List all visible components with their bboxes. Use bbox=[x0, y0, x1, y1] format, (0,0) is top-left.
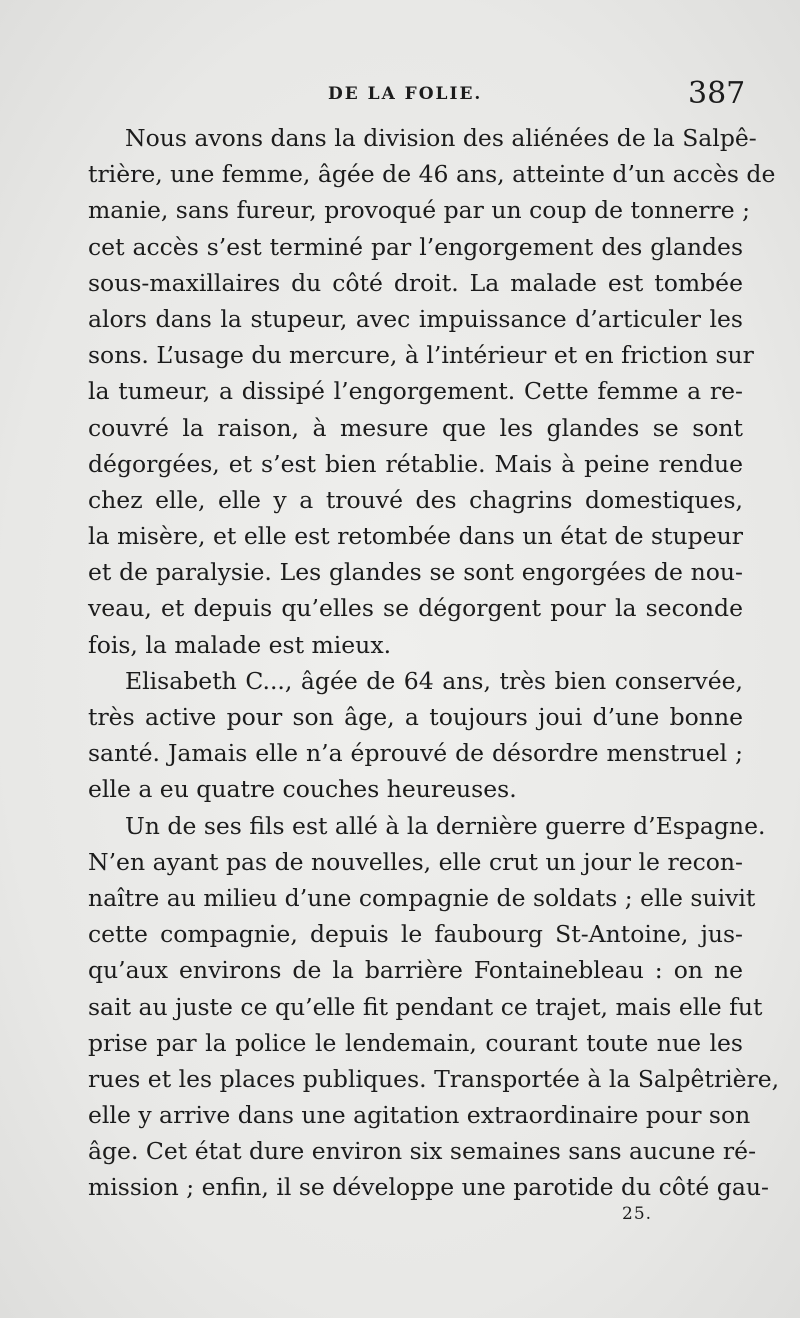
text-line: prise par la police le lendemain, courant toute nue les bbox=[88, 1028, 743, 1057]
text-line: Un de ses fils est allé à la dernière guerre d’Espagne. bbox=[125, 811, 766, 840]
text-line: elle a eu quatre couches heureuses. bbox=[88, 775, 517, 804]
text-line: fois, la malade est mieux. bbox=[88, 630, 392, 659]
text-line: couvré la raison, à mesure que les glandes se sont bbox=[88, 413, 743, 442]
text-line: trière, une femme, âgée de 46 ans, atteinte d’un accès de bbox=[88, 160, 776, 189]
text-line: veau, et depuis qu’elles se dégorgent pour la seconde bbox=[88, 594, 743, 623]
text-line: rues et les places publiques. Transportée à la Salpêtrière, bbox=[88, 1064, 780, 1093]
text-line: alors dans la stupeur, avec impuissance d’articuler les bbox=[88, 304, 743, 333]
text-line: la misère, et elle est retombée dans un état de stupeur bbox=[88, 522, 743, 551]
text-line: âge. Cet état dure environ six semaines sans aucune ré- bbox=[88, 1137, 757, 1166]
running-head bbox=[0, 76, 800, 111]
text-line: la tumeur, a dissipé l’engorgement. Cette femme a re- bbox=[88, 377, 743, 406]
text-line: chez elle, elle y a trouvé des chagrins domestiques, bbox=[88, 485, 743, 514]
text-line: elle y arrive dans une agitation extraordinaire pour son bbox=[88, 1101, 751, 1130]
text-line: sous-maxillaires du côté droit. La malade est tombée bbox=[88, 268, 743, 297]
text-line: Elisabeth C..., âgée de 64 ans, très bien conservée, bbox=[125, 666, 743, 695]
signature-mark: 25. bbox=[622, 1204, 653, 1224]
text-line: naître au milieu d’une compagnie de soldats ; elle suivit bbox=[88, 883, 756, 912]
text-line: mission ; enfin, il se développe une parotide du côté gau- bbox=[88, 1173, 769, 1202]
text-line: sait au juste ce qu’elle fit pendant ce trajet, mais elle fut bbox=[88, 992, 763, 1021]
text-line: cet accès s’est terminé par l’engorgement des glandes bbox=[88, 232, 743, 261]
text-line: N’en ayant pas de nouvelles, elle crut un jour le recon- bbox=[88, 847, 743, 876]
text-line: dégorgées, et s’est bien rétablie. Mais à peine rendue bbox=[88, 449, 743, 478]
text-line: qu’aux environs de la barrière Fontainebleau : on ne bbox=[88, 956, 743, 985]
text-line: sons. L’usage du mercure, à l’intérieur et en friction sur bbox=[88, 341, 754, 370]
page-number: 387 bbox=[688, 76, 746, 111]
running-title: DE LA FOLIE. bbox=[328, 84, 483, 104]
text-line: manie, sans fureur, provoqué par un coup de tonnerre ; bbox=[88, 196, 751, 225]
body-text bbox=[88, 120, 780, 1206]
text-line: cette compagnie, depuis le faubourg St-Antoine, jus- bbox=[88, 920, 743, 949]
text-line: Nous avons dans la division des aliénées de la Salpê- bbox=[125, 124, 757, 152]
text-line: santé. Jamais elle n’a éprouvé de désordre menstruel ; bbox=[88, 739, 743, 768]
text-line: et de paralysie. Les glandes se sont engorgées de nou- bbox=[88, 558, 743, 587]
text-line: très active pour son âge, a toujours joui d’une bonne bbox=[88, 703, 743, 731]
